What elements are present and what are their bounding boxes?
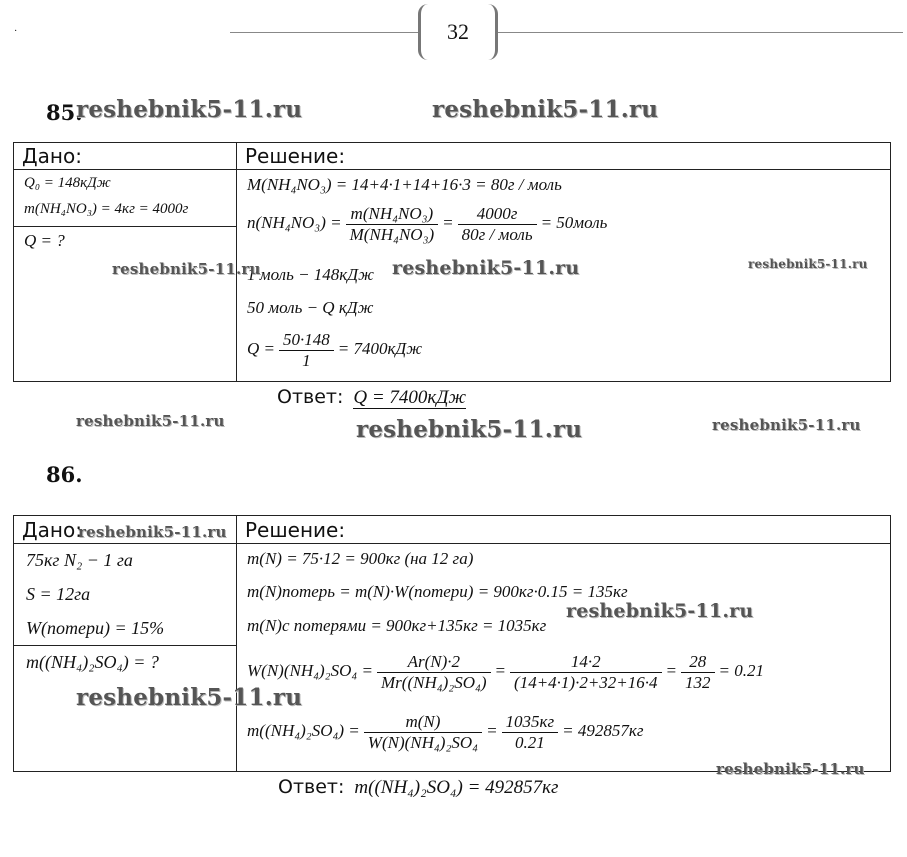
watermark: reshebnik5-11.ru — [78, 523, 227, 541]
solution-step: 50 моль − Q кДж — [247, 298, 374, 317]
find-value: m((NH₄)₂SO₄) = ? — [26, 652, 159, 672]
solution-step: m(N) = 75·12 = 900кг (на 12 га) — [247, 549, 474, 568]
watermark: reshebnik5-11.ru — [76, 412, 225, 430]
problem-86-table — [13, 515, 891, 772]
watermark: reshebnik5-11.ru — [112, 260, 261, 278]
watermark: reshebnik5-11.ru — [356, 416, 583, 443]
given-line: S = 12га — [26, 584, 91, 604]
solution-step: n(NH₄NO₃) = $\frac{\text{m(NH₄NO₃)}}{\text{M(NH₄NO₃)}}$ = $\frac{4000г}{\text{80г / моль}}$ = 50моль — [247, 204, 608, 244]
given-header: Дано: — [22, 517, 82, 542]
given-line: 75кг N₂ − 1 га — [26, 550, 133, 570]
watermark: reshebnik5-11.ru — [76, 684, 303, 711]
solution-step: m(N)с потерями = 900кг+135кг = 1035кг — [247, 616, 547, 635]
given-header: Дано: — [14, 143, 237, 170]
header-rule-right — [498, 32, 903, 33]
stray-mark: · — [14, 26, 18, 37]
given-line: m(NH₄NO₃) = 4кг = 4000г — [24, 201, 189, 217]
watermark: reshebnik5-11.ru — [392, 257, 580, 279]
watermark: reshebnik5-11.ru — [76, 96, 303, 123]
given-line: Q₀ = 148кДж — [24, 175, 111, 191]
watermark: reshebnik5-11.ru — [432, 96, 659, 123]
solution-step: 1 моль − 148кДж — [247, 265, 374, 284]
solution-step: W(N)(NH₄)₂SO₄ = $\frac{Ar(N)\cdot 2}{\text{Mr((NH₄)₂SO₄)}}$ = $\frac{14\cdot 2}{(14+4\cdot 1)\cdot 2+32+16\cdot 4}$ = $\frac{28}{132}$ = 0.21 — [247, 652, 764, 692]
problem-85-number: 85. — [46, 100, 83, 125]
find-value: Q = ? — [24, 231, 65, 250]
answer-value: m((NH₄)₂SO₄) = 492857кг — [354, 777, 559, 798]
watermark: reshebnik5-11.ru — [748, 257, 868, 271]
given-line: W(потери) = 15% — [26, 618, 165, 638]
solution-step: M(NH₄NO₃) = 14+4·1+14+16·3 = 80г / моль — [247, 175, 562, 194]
problem-85-answer — [277, 386, 466, 409]
solution-cell — [237, 544, 891, 772]
header-rule-left — [230, 32, 418, 33]
answer-label: Ответ: — [278, 776, 345, 798]
problem-86-answer — [278, 776, 558, 799]
solution-step: Q = $\frac{50\cdot 148}{1}$ = 7400кДж — [247, 330, 423, 370]
find-cell — [14, 227, 237, 382]
answer-label: Ответ: — [277, 386, 344, 408]
given-cell — [14, 544, 237, 646]
solution-header: Решение: — [237, 143, 891, 170]
given-cell — [14, 170, 237, 227]
problem-86-number: 86. — [46, 462, 83, 487]
solution-step: m((NH₄)₂SO₄) = $\frac{m(N)}{\text{W(N)(NH₄)₂SO₄}}$ = $\frac{1035кг}{0.21}$ = 492857кг — [247, 712, 644, 752]
watermark: reshebnik5-11.ru — [716, 760, 865, 778]
watermark: reshebnik5-11.ru — [712, 416, 861, 434]
solution-step: m(N)потерь = m(N)·W(потери) = 900кг·0.15 = 135кг — [247, 582, 628, 601]
page-number: 32 — [447, 19, 469, 44]
solution-header: Решение: — [237, 516, 891, 544]
page-number-box — [418, 4, 498, 60]
answer-value: Q = 7400кДж — [353, 387, 467, 408]
watermark: reshebnik5-11.ru — [566, 600, 754, 622]
